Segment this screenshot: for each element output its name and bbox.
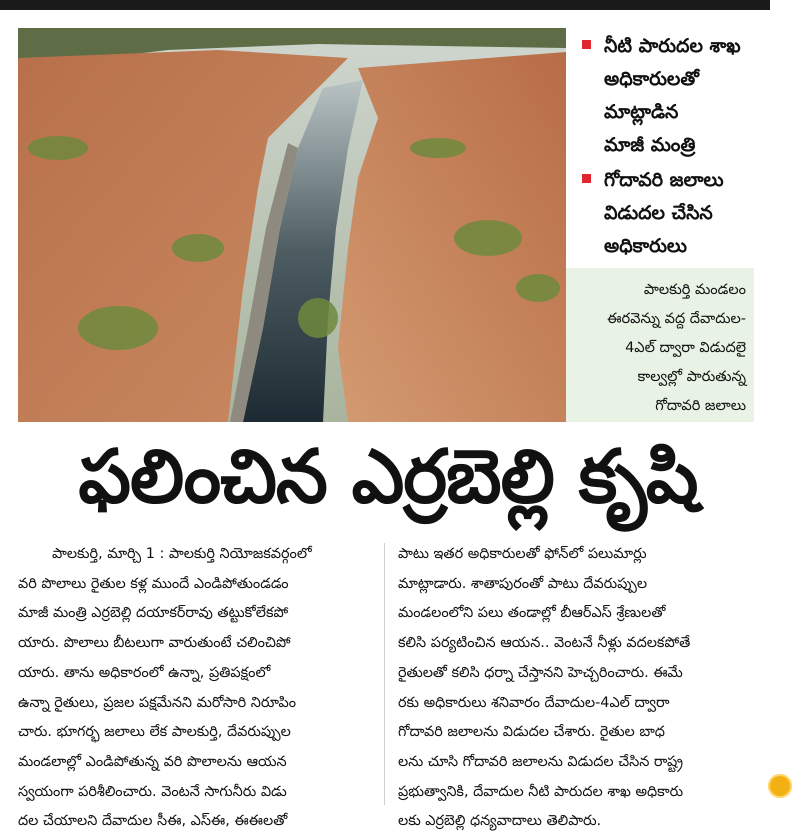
article-line: దల చేయాలని దేవాదుల సీఈ, ఎస్‌ఈ, ఈఈలతో — [18, 813, 288, 830]
bullet-icon — [582, 40, 591, 49]
highlight-line: అధికారులు — [604, 235, 687, 257]
article-line: యారు. పొలాలు బీటలుగా వారుతుంటే చలించిపో — [18, 635, 291, 652]
caption-line: పాలకుర్తి మండలం — [643, 282, 746, 298]
article-line: రైతులతో కలిసి ధర్నా చేస్తానని హెచ్చరించారు. ఈమే — [398, 664, 683, 681]
article-line: మాజీ మంత్రి ఎర్రబెల్లి దయాకర్‌రావు తట్టుకోలేకపో — [18, 605, 289, 622]
article-column-right — [398, 540, 750, 837]
article-line: ఉన్నా రైతులు, ప్రజల పక్షమేనని మరోసారి నిరూపిం — [18, 694, 297, 711]
highlight-item — [582, 30, 772, 162]
canal-photo — [18, 28, 566, 422]
article-line: లను చూసి గోదావరి జలాలను విడుదల చేసిన రాష్ట్ర — [398, 753, 684, 770]
article-line: యారు. తాను అధికారంలో ఉన్నా, ప్రతిపక్షంలో — [18, 664, 271, 681]
article-line: కలిసి పర్యటించిన ఆయన.. వెంటనే నీళ్లు వదలకపోతే — [398, 635, 691, 652]
canal-photo-icon — [18, 28, 566, 422]
dot-icon — [768, 774, 792, 798]
article-line: మండలంలోని పలు తండాల్లో బీఆర్‌ఎస్ శ్రేణులతో — [398, 605, 666, 622]
article-line: వరి పొలాలు రైతుల కళ్ల ముందే ఎండిపోతుండడం — [18, 575, 289, 592]
article-line: మాట్లాడారు. శాతాపురంతో పాటు దేవరుప్పుల — [398, 575, 648, 592]
caption-line: గోదావరి జలాలు — [655, 398, 746, 414]
article-line: పాలకుర్తి, మార్చి 1 : పాలకుర్తి నియోజకవర్గంలో — [52, 546, 312, 562]
highlight-line: మాజీ మంత్రి — [604, 134, 696, 156]
article-line: పాటు ఇతర అధికారులతో ఫోన్‌లో పలుమార్లు — [398, 546, 647, 562]
article-column-left — [18, 540, 370, 837]
headline: ఫలించిన ఎర్రబెల్లి కృషి — [78, 434, 698, 520]
highlight-line: అధికారులతో — [604, 68, 699, 90]
highlight-line: గోదావరి జలాలు — [604, 169, 724, 191]
photo-caption — [566, 268, 754, 422]
highlight-line: నీటి పారుదల శాఖ — [604, 35, 741, 57]
highlights — [582, 30, 772, 265]
article-line: స్వయంగా పరిశీలించారు. వెంటనే సాగునీరు విడు — [18, 783, 287, 800]
article-line: ప్రభుత్వానికి, దేవాదుల నీటి పారుదల శాఖ అధికారు — [398, 783, 684, 800]
article-line: మండలాల్లో ఎండిపోతున్న వరి పొలాలను ఆయన — [18, 753, 287, 770]
top-rule — [0, 0, 770, 10]
article-line: గోదావరి జలాలను విడుదల చేశారు. రైతుల బాధ — [398, 724, 665, 741]
caption-line: కాల్వల్లో పారుతున్న — [637, 369, 746, 385]
column-divider — [384, 543, 385, 805]
article-line: రకు అధికారులు శనివారం దేవాదుల-4ఎల్ ద్వారా — [398, 694, 670, 711]
caption-line: 4ఎల్ ద్వారా విడుదలై — [625, 340, 746, 356]
highlight-line: విడుదల చేసిన — [604, 202, 713, 224]
bullet-icon — [582, 174, 591, 183]
highlight-item — [582, 164, 772, 263]
caption-line: ఈరవెన్ను వద్ద దేవాదుల- — [607, 311, 746, 327]
article-line: లకు ఎర్రబెల్లి ధన్యవాదాలు తెలిపారు. — [398, 813, 602, 830]
article-line: చారు. భూగర్భ జలాలు లేక పాలకుర్తి, దేవరుప్పుల — [18, 724, 291, 741]
highlight-line: మాట్లాడిన — [604, 101, 679, 123]
